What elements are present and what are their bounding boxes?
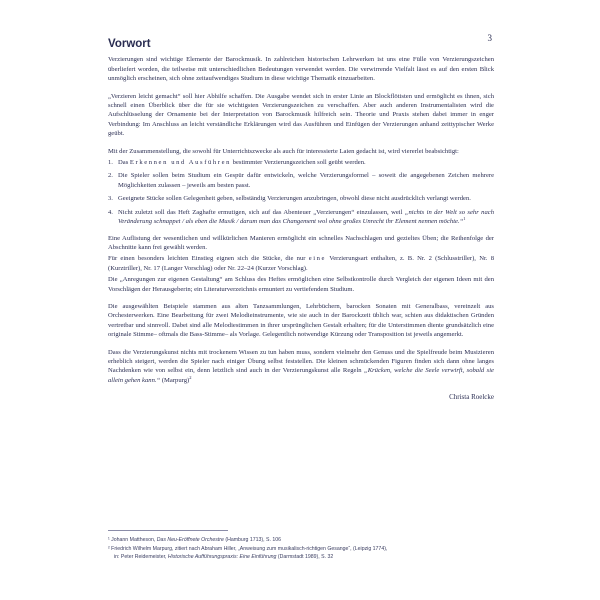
footnote-1	[108, 537, 494, 544]
list-item-number: 1.	[108, 159, 113, 167]
paragraph-beispiele: Die ausgewählten Beispiele stammen aus alten Tanzsammlungen, Lehrbüchern, barocken Sonaten mit Generalbass, vereinzelt aus Orchesterwerken. Eine Bearbeitung für zwei Melodieinstrumente, wie sie auch in der Barockzeit üblich war, schien aus didaktischen Gründen vertretbar und sinnvoll. Dabei sind alle Melodiestimmen in ihrer ursprünglichen Gestalt erhalten; für die Unterstimmen diente grundsätzlich eine originale Stimme– oftmals die Bass-Stimme– als Vorlage. Gelegentlich notwendige Kürzung oder Transposition ist jeweils angemerkt.	[108, 302, 494, 339]
list-item	[108, 208, 494, 227]
paragraph-goals-intro: Mit der Zusammenstellung, die sowohl für Unterrichtszwecke als auch für interessierte Laien gedacht ist, wird viererlei beabsichtigt:	[108, 147, 459, 155]
paragraph-text-pre: Dass die Verzierungskunst nichts mit trockenem Wissen zu tun haben muss, sondern vielmehr den Genuss und die Spielfreude beim Musizieren erheblich steigert, werden die Spieler nach einiger Übung selbst feststellen. Die kleinen schmückenden Figuren finden sich dann ohne langes Nachdenken wie von selbst ein, denn letztlich sind auch in der Verzierungskunst alle Regeln	[108, 348, 494, 375]
list-item-text	[118, 208, 494, 227]
list-item-text: Geeignete Stücke sollen Gelegenheit geben, selbständig Verzierungen anzubringen, obwohl diese nicht ausdrücklich verlangt werden.	[118, 195, 471, 203]
list-item	[108, 194, 494, 203]
footnote-text: ¹ Johann Mattheson,	[108, 537, 157, 543]
paragraph-purpose: „Verzieren leicht gemacht“ soll hier Abhilfe schaffen. Die Ausgabe wendet sich in erster Linie an Blockflötisten und ermöglicht es ihnen, sich schnell einen Überblick über die für sie wichtigsten Verzierungszeichen zu verschaffen. Aber auch anderen Instrumentalisten wird die Aufschlüsselung der Ornamente bei der Interpretation von Barockmusik hilfreich sein. Theorie und Praxis stehen dabei immer in enger Verbindung: Im Anschluss an leicht verständliche Erklärungen wird das Ausführen und Einfügen der Verzierungen anhand zeittypischer Werke geübt.	[108, 92, 494, 138]
author-signature: Christa Roelcke	[449, 393, 494, 402]
footnote-text: (Hamburg 1713), S. 106	[223, 537, 282, 543]
footnote-text: (Darmstadt 1989), S. 32	[276, 554, 334, 560]
page-title: Vorwort	[108, 38, 151, 50]
paragraph-manieren: Eine Auflistung der wesentlichen und willkürlichen Manieren ermöglicht ein schnelles Nachschlagen und gezieltes Üben; die Reihenfolge der Abschnitte kann frei gewählt werden.	[108, 234, 494, 251]
list-item-text-pre: Nicht zuletzt soll das Heft Zaghafte ermutigen, sich auf das Abenteuer „Verzierungen“ einzulassen, weil	[118, 208, 405, 216]
list-item-number: 2.	[108, 172, 113, 180]
foreword-body	[108, 40, 494, 403]
list-item-number: 4.	[108, 208, 113, 216]
paragraph-einstieg	[108, 254, 494, 273]
paragraph-text-post: Verzierungsart enthalten, z. B. Nr. 2 (Schlusstriller), Nr. 8 (Kurztriller), Nr. 17 (Langer Vorschlag) oder Nr. 22–24 (Kurzer Vorschlag).	[108, 255, 494, 272]
footnote-divider	[108, 530, 228, 531]
paragraph-text-post: (Marpurg)	[160, 376, 190, 384]
footnote-ref: 2	[189, 374, 192, 380]
list-item-text-post: bestimmter Verzierungszeichen soll geübt werden.	[231, 159, 366, 167]
footnotes	[108, 537, 494, 563]
footnote-title: Historische Aufführungspraxis: Eine Einführung	[167, 554, 277, 560]
paragraph-anregungen: Die „Anregungen zur eigenen Gestaltung“ am Schluss des Heftes ermöglichen eine Selbstkontrolle durch Vergleich der eigenen Ideen mit den Vorschlägen der Herausgeberin; ein Literaturverzeichnis ermuntert zu vertiefendem Studium.	[108, 276, 494, 293]
list-item-text	[118, 158, 494, 167]
footnote-text: in: Peter Reidemeister,	[114, 554, 168, 560]
quotation: „nichts in der Welt so sehr nach Veränderung schnappet / als eben die Musik / darum man das Changement wol ohne großes Unrecht ihr Element nennen möchte.“	[118, 208, 494, 226]
paragraph-intro: Verzierungen sind wichtige Elemente der Barockmusik. In zahlreichen historischen Lehrwerken ist uns eine Fülle von Verzierungszeichen überliefert worden, die teilweise mit unterschiedlichen Bedeutungen verwendet werden. Die verwirrende Vielfalt lässt es auf den ersten Blick unmöglich erscheinen, sich ohne zeitaufwendiges Studium in diese wichtige Thematik einzuarbeiten.	[108, 56, 494, 83]
emphasized-phrase: Erkennen und Ausführen	[129, 159, 232, 167]
footnote-title: Das Neu-Eröffnete Orchestre	[156, 537, 224, 543]
list-item-number: 3.	[108, 195, 113, 203]
footnote-ref: 1	[463, 215, 466, 221]
list-item	[108, 158, 494, 167]
footnote-text: ² Friedrich Wilhelm Marpurg, zitiert nach Abraham Hiller, „Anweisung zum musikalisch-richtigen Gesange“, (Leipzig 1774),	[108, 545, 388, 552]
footnote-2	[108, 546, 494, 562]
paragraph-schluss	[108, 348, 494, 386]
quotation: „Krücken, welche die Seele verwirft, sobald sie allein gehen kann.“	[108, 367, 494, 384]
paragraph-text-pre: Für einen besonders leichten Einstieg eignen sich die Stücke, die nur	[108, 255, 309, 263]
emphasized-phrase: eine	[308, 255, 327, 263]
page-number: 3	[487, 33, 492, 43]
list-item-text: Die Spieler sollen beim Studium ein Gespür dafür entwickeln, welche Verzierungsformel – soweit die angegebenen Zeichen mehrere Möglichkeiten zulassen – jeweils am besten passt.	[118, 172, 494, 189]
list-item	[108, 171, 494, 190]
list-item-text-pre: Das	[118, 159, 130, 167]
footnote-text-line2	[108, 554, 494, 561]
goals-list	[108, 158, 494, 226]
